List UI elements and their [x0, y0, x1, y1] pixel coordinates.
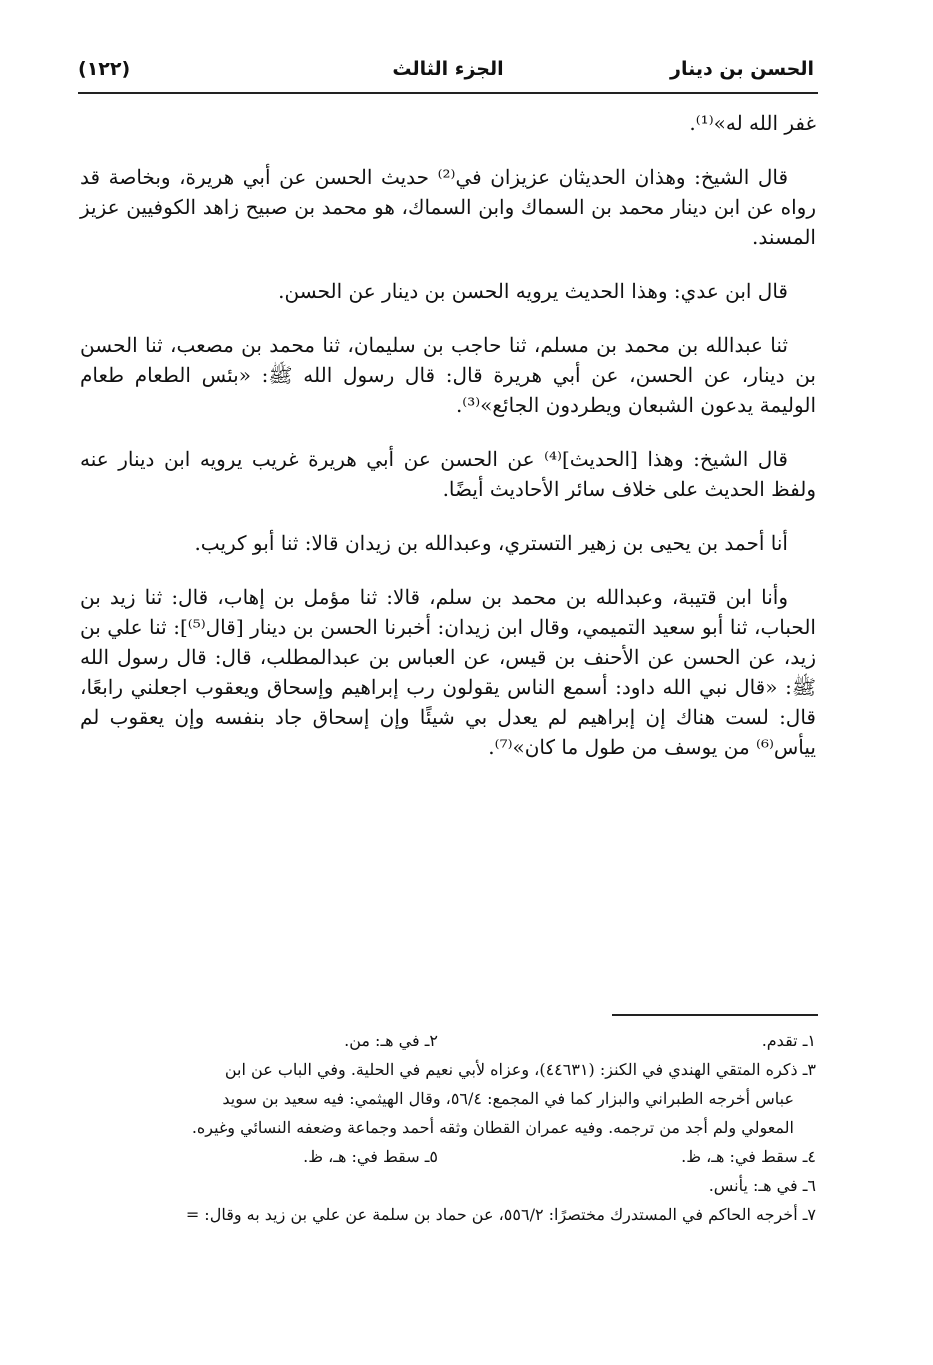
footnote-row — [60, 1142, 816, 1171]
footnote-4: ٤ـ سقط في: هـ، ظ. — [681, 1147, 816, 1166]
footnote-2: ٢ـ في هـ: من. — [344, 1031, 438, 1050]
header-section-title: الحسن بن دينار — [670, 58, 814, 80]
footnote-row — [60, 1026, 816, 1055]
paragraph: وأنا ابن قتيبة، وعبدالله بن محمد بن سلم، قالا: ثنا مؤمل بن إهاب، قال: ثنا زيد بن الحباب، ثنا أبو سعيد التميمي، وقال ابن زيدان: أخبرنا الحسن بن دينار [قال⁽⁵⁾]: ثنا علي بن زيد، عن الحسن عن الأحنف بن قيس، عن العباس بن عبدالمطلب، قال: قال رسول الله ﷺ: «قال نبي الله داود: أسمع الناس يقولون رب إبراهيم وإسحاق ويعقوب اجعلني رابعًا، قال: لست هناك إن إبراهيم لم يعدل بي شيئًا وإن إسحاق جاد بنفسه وإن يعقوب لم ييأس⁽⁶⁾ من يوسف من طول ما كان»⁽⁷⁾. — [80, 585, 816, 759]
main-text — [80, 108, 816, 786]
footnotes — [60, 1026, 816, 1229]
paragraph: أنا أحمد بن يحيى بن زهير التستري، وعبدالله بن زيدان قالا: ثنا أبو كريب. — [194, 531, 788, 555]
running-header — [78, 52, 818, 94]
footnote-6: ٦ـ في هـ: يأنس. — [708, 1176, 816, 1195]
header-volume-title: الجزء الثالث — [392, 58, 504, 80]
paragraph: قال الشيخ: وهذان الحديثان عزيزان في⁽²⁾ حديث الحسن عن أبي هريرة، وبخاصة قد رواه عن ابن دينار محمد بن السماك وابن السماك، هو محمد بن صبيح زاهد الكوفيين عزيز المسند. — [80, 165, 816, 249]
paragraph: قال الشيخ: وهذا [الحديث]⁽⁴⁾ عن الحسن عن أبي هريرة غريب يرويه ابن دينار عنه ولفظ الحديث على خلاف سائر الأحاديث أيضًا. — [80, 447, 816, 501]
paragraph: غفر الله له»⁽¹⁾. — [689, 111, 816, 135]
footnote-separator — [612, 1014, 818, 1016]
paragraph: ثنا عبدالله بن محمد بن مسلم، ثنا حاجب بن سليمان، ثنا محمد بن مصعب، ثنا الحسن بن دينار، عن الحسن، عن أبي هريرة قال: قال رسول الله ﷺ: «بئس الطعام طعام الوليمة يدعون الشبعان ويطردون الجائع»⁽³⁾. — [80, 333, 816, 417]
paragraph: قال ابن عدي: وهذا الحديث يرويه الحسن بن دينار عن الحسن. — [278, 279, 788, 303]
footnote-3-continuation: المعولي ولم أجد من ترجمه. وفيه عمران القطان وثقه أحمد وجماعة وضعفه النسائي وغيره. — [191, 1118, 794, 1137]
footnote-7: ٧ـ أخرجه الحاكم في المستدرك مختصرًا: ٥٥٦/٢، عن حماد بن سلمة عن علي بن زيد به وقال: = — [185, 1205, 816, 1224]
page-number: (١٢٢) — [78, 58, 131, 80]
footnote-5: ٥ـ سقط في: هـ، ظ. — [303, 1147, 438, 1166]
footnote-3: ٣ـ ذكره المتقي الهندي في الكنز: (٤٤٦٣١)، وعزاه لأبي نعيم في الحلية. وفي الباب عن ابن — [224, 1060, 816, 1079]
footnote-3-continuation: عباس أخرجه الطبراني والبزار كما في المجمع: ٥٦/٤، وقال الهيثمي: فيه سعيد بن سويد — [222, 1089, 794, 1108]
footnote-1: ١ـ تقدم. — [761, 1031, 816, 1050]
